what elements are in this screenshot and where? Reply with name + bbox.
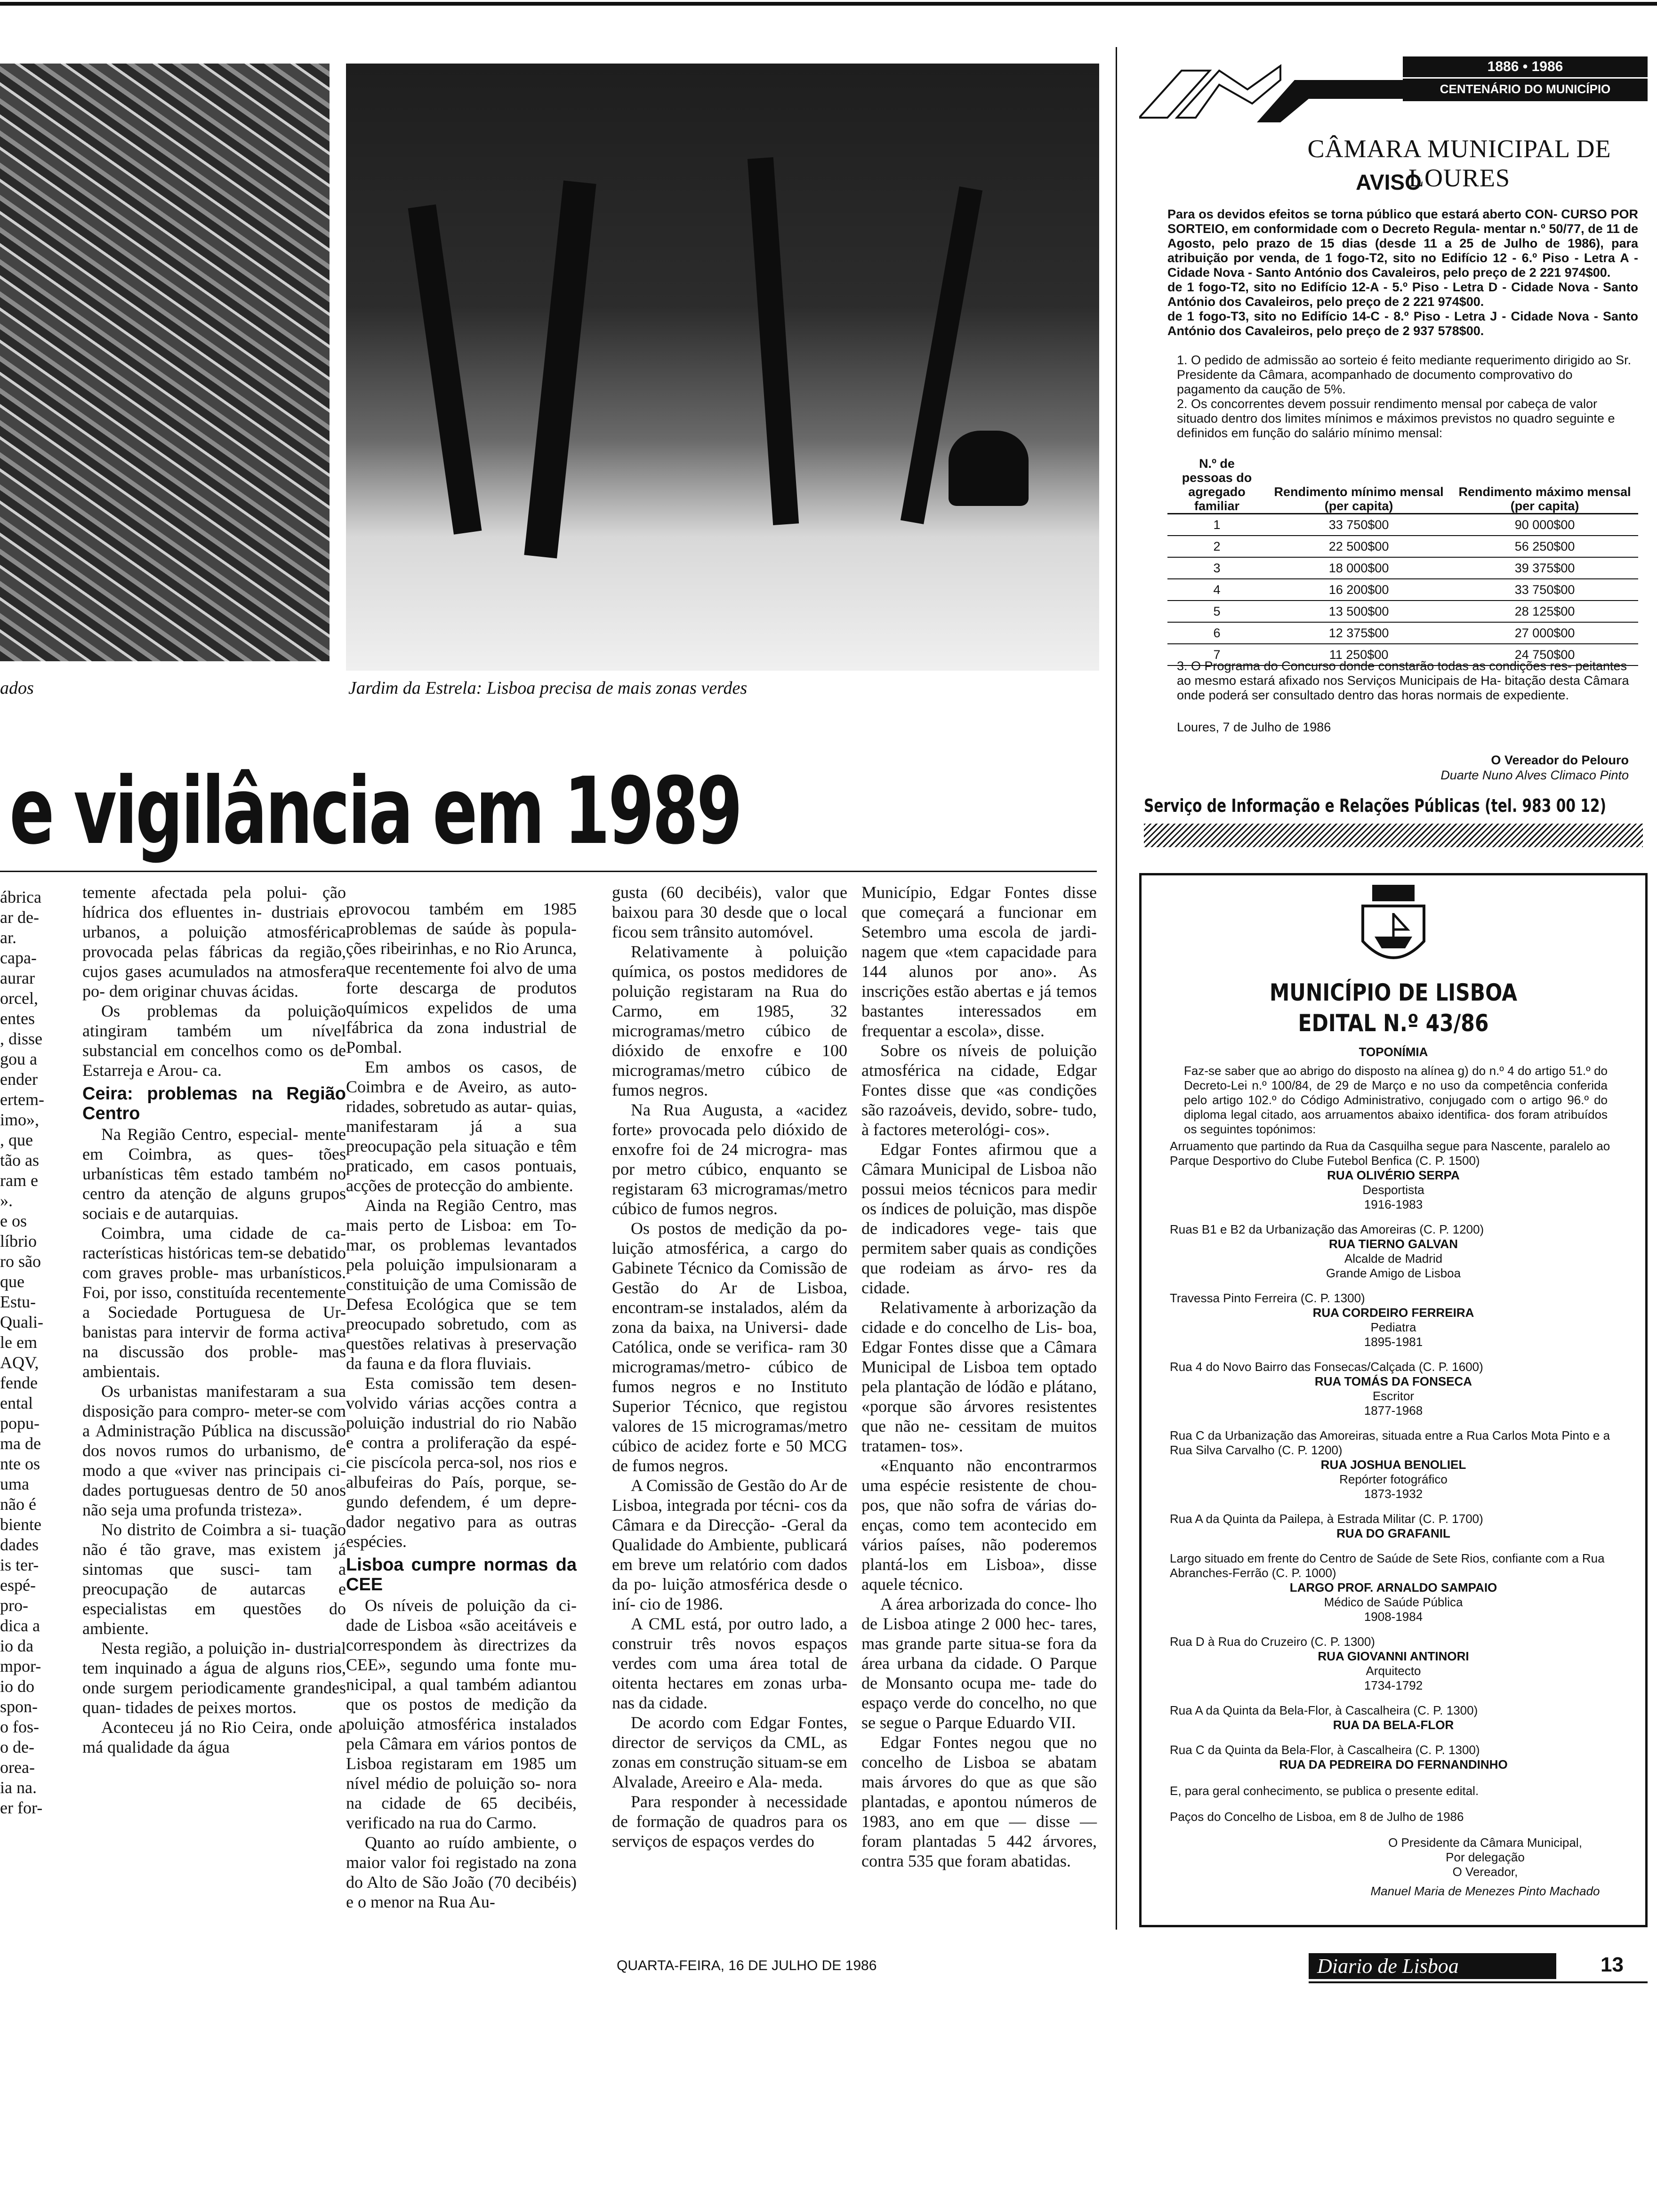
right-photo-caption: Jardim da Estrela: Lisboa precisa de mais zonas verdes	[348, 678, 748, 698]
sig-name: Manuel Maria de Menezes Pinto Machado	[1370, 1884, 1600, 1898]
table-row	[1167, 557, 1638, 579]
edital-intro: Faz-se saber que ao abrigo do disposto na alínea g) do n.º 4 do artigo 51.º do Decreto-Lei n.º 100/84, de 29 de Março e no uso da competência conferida pelo artigo 102.º do Código Administrativo, conjugado com o artigo 96.º do diploma legal citado, aos arruamentos abaixo identifica- dos foram atribuídos os seguintes topónimos:	[1184, 1064, 1608, 1136]
fragment-line: o fos-	[0, 1717, 39, 1736]
fragment-line: capa-	[0, 948, 37, 967]
table-header: N.º de pessoas do agregado familiar	[1167, 457, 1266, 514]
lisboa-title: MUNICÍPIO DE LISBOA	[1270, 979, 1517, 1006]
toponym-loc: Rua D à Rua do Cruzeiro (C. P. 1300)	[1170, 1635, 1375, 1649]
toponym-years: Grande Amigo de Lisboa	[1326, 1266, 1461, 1280]
toponym-name: RUA DO GRAFANIL	[1336, 1526, 1450, 1540]
fragment-line: orea-	[0, 1758, 35, 1777]
toponym-loc: Rua C da Urbanização das Amoreiras, situada entre a Rua Carlos Mota Pinto e a Rua Silva Carvalho (C. P. 1200)	[1170, 1428, 1610, 1457]
article-column-4	[861, 882, 1097, 1871]
table-cell: 18 000$00	[1266, 557, 1451, 579]
toponym-entry	[1170, 1635, 1617, 1693]
aviso-item-3: 3. O Programa do Concurso donde constarão todas as condições res- peitantes ao mesmo estará afixado nos Serviços Municipais de Ha- bitação desta Câmara onde poderá ser consultado dentro das horas normais de expediente.	[1177, 659, 1629, 702]
paragraph: Coimbra, uma cidade de ca- racterísticas históricas tem-se debatido com graves proble- mas urbanísticos. Foi, por isso, constituída recentemente a Sociedade Portuguesa de Ur- banistas para intervir de forma activa na discussão dos proble- mas ambientais.	[82, 1224, 346, 1381]
fragment-line: dica a	[0, 1616, 40, 1635]
fragment-line: pro-	[0, 1596, 28, 1615]
paragraph: Relativamente à poluição química, os postos medidores de poluição registaram na Rua do Carmo, em 1985, 32 microgramas/metro cúbico de dióxido de enxofre e 100 microgramas/metro cúbico de fumos negros.	[612, 942, 847, 1099]
edital-closing: E, para geral conhecimento, se publica o presente edital.	[1170, 1784, 1479, 1798]
fragment-line: AQV,	[0, 1353, 39, 1372]
fragment-line: ma de	[0, 1434, 41, 1453]
table-header: Rendimento máximo mensal (per capita)	[1451, 457, 1638, 514]
paragraph: Relativamente à arborização da cidade e do concelho de Lis- boa, Edgar Fontes disse que a Câmara Municipal de Lisboa tem optado pela plantação de lódão e plátano, «porque são árvores resistentes que não ne- cessitam de muitos tratamen- tos».	[861, 1298, 1097, 1455]
paragraph: Os urbanistas manifestaram a sua disposição para compro- meter-se com a Administração Pública na discussão dos novos rumos do urbanismo, de modo a que «viver nas principais ci- dades portuguesas dentro de 50 anos não seja uma profunda tristeza».	[82, 1382, 346, 1519]
table-cell: 22 500$00	[1266, 536, 1451, 557]
toponym-name: RUA TOMÁS DA FONSECA	[1314, 1374, 1472, 1388]
table-row	[1167, 622, 1638, 644]
page-number: 13	[1601, 1953, 1624, 1976]
paragraph: provocou também em 1985 problemas de saúde às popula- ções ribeirinhas, e no Rio Arunca, que recentemente foi alvo de uma forte descarga de produtos químicos expelidos de uma fábrica da zona industrial de Pombal.	[346, 899, 577, 1057]
fragment-line: ram e	[0, 1171, 38, 1190]
toponym-loc: Rua 4 do Novo Bairro das Fonsecas/Calçada (C. P. 1600)	[1170, 1360, 1483, 1374]
fragment-line: ».	[0, 1191, 13, 1210]
paragraph: Na Região Centro, especial- mente em Coimbra, as ques- tões urbanísticas têm estado também no centro da atenção de alguns grupos sociais e de autarquias.	[82, 1125, 346, 1223]
fragment-line: ia na.	[0, 1778, 37, 1797]
paragraph: Município, Edgar Fontes disse que começará a funcionar em Setembro uma escola de jardi- nagem que «tem capacidade para 144 alunos por ano». As inscrições estão abertas e já temos bastantes interessados em frequentar a escola», disse.	[861, 883, 1097, 1040]
fragment-line: ender	[0, 1070, 38, 1089]
fragment-line: líbrio	[0, 1232, 37, 1250]
table-cell: 39 375$00	[1451, 557, 1638, 579]
column-divider	[1116, 47, 1117, 1930]
paragraph: Os postos de medição da po- luição atmosférica, a cargo do Gabinete Técnico da Comissão de Gestão do Ar de Lisboa, encontram-se instalados, além da zona da baixa, na Universi- dade Católica, onde se verifica- ram 30 microgramas/metro- cúbico de fumos negros e no Instituto Superior Técnico, que registou valores de 15 microgramas/metro cúbico de acidez forte e 50 MCG de fumos negros.	[612, 1219, 847, 1475]
masthead-diario-de-lisboa: Diario de Lisboa	[1309, 1953, 1556, 1979]
toponym-name: RUA DA PEDREIRA DO FERNANDINHO	[1279, 1757, 1508, 1771]
toponym-entry	[1170, 1291, 1617, 1349]
fragment-line: dades	[0, 1535, 39, 1554]
fragment-line: não é	[0, 1495, 36, 1514]
hatch-band	[1144, 824, 1643, 847]
table-cell: 4	[1167, 579, 1266, 601]
fragment-line: popu-	[0, 1414, 40, 1433]
fragment-line: io do	[0, 1677, 35, 1696]
table-cell: 1	[1167, 514, 1266, 536]
article-column-1	[82, 882, 346, 1757]
table-cell: 3	[1167, 557, 1266, 579]
toponym-years: 1734-1792	[1364, 1678, 1423, 1692]
fragment-line: ar de-	[0, 908, 39, 927]
toponym-years: 1895-1981	[1364, 1335, 1423, 1349]
table-cell: 90 000$00	[1451, 514, 1638, 536]
sig-line: Por delegação	[1446, 1850, 1525, 1864]
paragraph: A CML está, por outro lado, a construir três novos espaços verdes com uma área total de oitenta hectares em zonas urba- nas da cidade.	[612, 1614, 847, 1712]
paragraph: Nesta região, a poluição in- dustrial tem inquinado a água de alguns rios, onde surgem periodicamente grandes quan- tidades de peixes mortos.	[82, 1639, 346, 1717]
fragment-line: ro são	[0, 1252, 41, 1271]
table-header: Rendimento mínimo mensal (per capita)	[1266, 457, 1451, 514]
paragraph: A Comissão de Gestão do Ar de Lisboa, integrada por técni- cos da Câmara e da Direcção- -Geral da Qualidade do Ambiente, publicará em breve um relatório com dados da po- luição atmosférica desde o iní- cio de 1986.	[612, 1476, 847, 1613]
headline: e vigilância em 1989	[9, 758, 741, 865]
toponym-name: RUA CORDEIRO FERREIRA	[1312, 1306, 1474, 1320]
fragment-line: Quali-	[0, 1313, 43, 1331]
toponym-loc: Rua A da Quinta da Pailepa, à Estrada Militar (C. P. 1700)	[1170, 1512, 1483, 1526]
toponym-entry	[1170, 1743, 1617, 1772]
toponym-name: RUA OLIVÉRIO SERPA	[1327, 1168, 1460, 1182]
toponym-name: LARGO PROF. ARNALDO SAMPAIO	[1289, 1580, 1497, 1595]
servico-informacao: Serviço de Informação e Relações Públicas (tel. 983 00 12)	[1144, 795, 1607, 816]
toponym-desc: Escritor	[1372, 1389, 1415, 1403]
headline-rule	[0, 871, 1097, 872]
paragraph: Edgar Fontes afirmou que a Câmara Municipal de Lisboa não possui meios técnicos para medir os índices de poluição, mas dispõe de indicadores vege- tais que permitem saber quais as condições que rodeiam as árvo- res da cidade.	[861, 1140, 1097, 1297]
table-cell: 6	[1167, 622, 1266, 644]
loures-logo-icon	[1139, 61, 1403, 127]
subheading-lisboa-cee: Lisboa cumpre normas da CEE	[346, 1555, 577, 1595]
subheading-ceira: Ceira: problemas na Região Centro	[82, 1084, 346, 1123]
fragment-line: espé-	[0, 1576, 36, 1595]
toponym-name: RUA DA BELA-FLOR	[1333, 1718, 1454, 1732]
aviso-item-2: 2. Os concorrentes devem possuir rendimento mensal por cabeça de valor situado dentro dos limites mínimos e máximos previstos no quadro seguinte e definidos em função do salário mínimo mensal:	[1177, 397, 1615, 440]
table-cell: 5	[1167, 601, 1266, 622]
toponym-desc: Arquitecto	[1366, 1664, 1421, 1678]
fragment-line: ertem-	[0, 1090, 44, 1109]
paragraph: Esta comissão tem desen- volvido várias acções contra a poluição industrial do rio Nabão e contra a proliferação da espé- cie piscícola perca-sol, nos rios e albufeiras do País, porque, se- gundo defendem, é um depre- dador negativo para as outras espécies.	[346, 1374, 577, 1551]
table-cell: 7	[1167, 644, 1266, 665]
table-cell: 28 125$00	[1451, 601, 1638, 622]
fragment-line: uma	[0, 1475, 29, 1493]
toponym-entry	[1170, 1428, 1617, 1501]
loures-aviso-ad	[1130, 52, 1648, 824]
sig-line: O Vereador,	[1452, 1865, 1518, 1879]
paragraph: Os níveis de poluição da ci- dade de Lisboa «são aceitáveis e correspondem às directrizes da CEE», segundo uma fonte mu- nicipal, a qual também adiantou que os postos de medição da poluição atmosférica instalados pela Câmara em vários pontos de Lisboa registaram em 1985 um nível médio de poluição so- nora na cidade de 65 decibéis, verificado na rua do Carmo.	[346, 1596, 577, 1832]
fragment-line: tão as	[0, 1151, 39, 1170]
loures-logo-band	[1130, 52, 1648, 132]
toponym-loc: Ruas B1 e B2 da Urbanização das Amoreiras (C. P. 1200)	[1170, 1222, 1484, 1236]
article-column-2	[346, 899, 577, 1912]
fragment-line: ar.	[0, 928, 16, 947]
fragment-line: biente	[0, 1515, 41, 1534]
fragment-line: ental	[0, 1394, 33, 1412]
toponym-years: 1877-1968	[1364, 1403, 1423, 1418]
aviso-intro-text: Para os devidos efeitos se torna público que estará aberto CON- CURSO POR SORTEIO, em conformidade com o Decreto Regula- mentar n.º 50/77, de 11 de Agosto, pelo prazo de 15 dias (desde 11 a 25 de Julho de 1986), para atribuição por venda, de 1 fogo-T2, sito no Edifício 12 - 6.º Piso - Letra A - Cidade Nova - Santo António dos Cavaleiros, pelo preço de 2 221 974$00.	[1167, 207, 1638, 280]
table-cell: 16 200$00	[1266, 579, 1451, 601]
aviso-line-2: de 1 fogo-T2, sito no Edifício 12-A - 5.º Piso - Letra D - Cidade Nova - Santo António dos Cavaleiros, pelo preço de 2 221 974$00.	[1167, 280, 1638, 309]
fragment-line: imo»,	[0, 1110, 40, 1129]
top-rule	[0, 2, 1657, 6]
fragment-line: le em	[0, 1333, 37, 1352]
paragraph: No distrito de Coimbra a si- tuação não é tão grave, mas existem já sintomas que susci- tam a preocupação de autarcas e especialistas em questões do ambiente.	[82, 1520, 346, 1638]
table-row	[1167, 536, 1638, 557]
table-cell: 2	[1167, 536, 1266, 557]
fragment-line: entes	[0, 1009, 35, 1028]
edital-date: Paços do Concelho de Lisboa, em 8 de Julho de 1986	[1170, 1810, 1464, 1824]
toponym-entry	[1170, 1222, 1617, 1281]
fragment-line: que	[0, 1272, 24, 1291]
fragment-line: nte os	[0, 1454, 40, 1473]
table-cell: 33 750$00	[1451, 579, 1638, 601]
toponimia-label: TOPONÍMIA	[1359, 1045, 1428, 1059]
toponym-list	[1170, 1139, 1617, 1782]
paragraph: Quanto ao ruído ambiente, o maior valor foi registado na zona do Alto de São João (70 decibéis) e o menor na Rua Au-	[346, 1833, 577, 1911]
table-cell: 56 250$00	[1451, 536, 1638, 557]
fragment-line: io da	[0, 1636, 33, 1655]
aviso-items	[1177, 353, 1638, 441]
toponym-desc: Desportista	[1362, 1183, 1424, 1197]
aviso-signer-title: O Vereador do Pelouro	[1491, 753, 1629, 767]
lisboa-edital-ad	[1139, 873, 1648, 1927]
toponym-desc: Pediatra	[1370, 1320, 1416, 1334]
aviso-intro	[1167, 207, 1638, 338]
toponym-name: RUA GIOVANNI ANTINORI	[1318, 1649, 1469, 1663]
fragment-line: fende	[0, 1373, 38, 1392]
loures-council-title: CÂMARA MUNICIPAL DE LOURES	[1307, 135, 1611, 192]
centenary-label: CENTENÁRIO DO MUNICÍPIO	[1403, 77, 1648, 99]
centenary-years: 1886 • 1986	[1487, 59, 1563, 74]
photo-jardim-da-estrela	[346, 64, 1099, 671]
table-cell: 27 000$00	[1451, 622, 1638, 644]
aviso-signer-name: Duarte Nuno Alves Climaco Pinto	[1440, 768, 1629, 782]
article-column-3	[612, 882, 847, 1851]
table-cell: 33 750$00	[1266, 514, 1451, 536]
fragment-line: e os	[0, 1211, 27, 1230]
toponym-years: 1908-1984	[1364, 1610, 1423, 1624]
fragment-line: orcel,	[0, 989, 38, 1008]
paragraph: temente afectada pela polui- ção hídrica dos efluentes in- dustriais e urbanos, a poluição atmosférica provocada pelas fábricas da região, cujos gases acumulados na atmosfera po- dem originar chuvas ácidas.	[82, 883, 346, 1001]
sig-line: O Presidente da Câmara Municipal,	[1388, 1835, 1582, 1850]
table-cell: 12 375$00	[1266, 622, 1451, 644]
fragment-line: o de-	[0, 1738, 34, 1756]
toponym-loc: Rua C da Quinta da Bela-Flor, à Cascalheira (C. P. 1300)	[1170, 1743, 1480, 1757]
toponym-loc: Travessa Pinto Ferreira (C. P. 1300)	[1170, 1291, 1365, 1305]
fragment-line: is ter-	[0, 1555, 39, 1574]
toponym-name: RUA JOSHUA BENOLIEL	[1320, 1458, 1466, 1472]
paragraph: De acordo com Edgar Fontes, director de serviços da CML, as zonas em construção situam-se em Alvalade, Areeiro e Ala- meda.	[612, 1713, 847, 1791]
toponym-entry	[1170, 1139, 1617, 1212]
aviso-date: Loures, 7 de Julho de 1986	[1177, 720, 1331, 734]
paragraph: Os problemas da poluição atingiram também um nível substancial em concelhos como os de Estarreja e Arou- ca.	[82, 1002, 346, 1080]
toponym-loc: Largo situado em frente do Centro de Saúde de Sete Rios, confiante com a Rua Abranches-Ferrão (C. P. 1000)	[1170, 1551, 1605, 1580]
toponym-loc: Rua A da Quinta da Bela-Flor, à Cascalheira (C. P. 1300)	[1170, 1703, 1478, 1717]
fragment-line: , que	[0, 1130, 33, 1149]
paragraph: Em ambos os casos, de Coimbra e de Aveiro, as auto- ridades, sobretudo as autar- quias, manifestaram já a sua preocupação pela situação e têm praticado, em casos pontuais, acções de protecção do ambiente.	[346, 1058, 577, 1195]
toponym-years: 1916-1983	[1364, 1197, 1423, 1211]
aviso-title: AVISO	[1356, 170, 1422, 194]
left-photo-caption: ados	[0, 678, 34, 698]
toponym-name: RUA TIERNO GALVAN	[1329, 1237, 1458, 1251]
toponym-years: 1873-1932	[1364, 1487, 1423, 1501]
aviso-item-1: 1. O pedido de admissão ao sorteio é feito mediante requerimento dirigido ao Sr. Presidente da Câmara, acompanhado de documento comprovativo do pagamento da caução de 5%.	[1177, 353, 1632, 396]
table-row	[1167, 514, 1638, 536]
toponym-entry	[1170, 1360, 1617, 1418]
paragraph: Sobre os níveis de poluição atmosférica na cidade, Edgar Fontes disse que «as condições são razoáveis, devido, sobre- tudo, à factores meterológi- cos».	[861, 1041, 1097, 1139]
toponym-entry	[1170, 1512, 1617, 1541]
toponym-desc: Repórter fotográfico	[1339, 1472, 1448, 1486]
rendimento-table	[1167, 457, 1638, 666]
fragment-line: Estu-	[0, 1292, 36, 1311]
table-cell: 24 750$00	[1451, 644, 1638, 665]
paragraph: Ainda na Região Centro, mas mais perto de Lisboa: em To- mar, os problemas levantados pela poluição impulsionaram a constituição de uma Comissão de Defesa Ecológica que se tem preocupado sobretudo, com as questões relativas à preservação da fauna e da flora fluviais.	[346, 1196, 577, 1373]
paragraph: Na Rua Augusta, a «acidez forte» provocada pelo dióxido de enxofre foi de 24 microgra- mas por metro cúbico, enquanto se registaram 63 microgramas/metro cúbico de fumos negros.	[612, 1100, 847, 1218]
toponym-entry	[1170, 1703, 1617, 1732]
centenary-banner	[1403, 56, 1648, 101]
edital-signature	[1353, 1835, 1617, 1899]
fragment-line: ábrica	[0, 888, 41, 906]
toponym-entry	[1170, 1551, 1617, 1624]
paragraph: A área arborizada do conce- lho de Lisboa atinge 2 000 hec- tares, mas grande parte situa-se fora da área urbana da cidade. O Parque de Monsanto ocupa me- tade do espaço verde do concelho, no que se segue o Parque Eduardo VII.	[861, 1595, 1097, 1732]
fragment-line: mpor-	[0, 1657, 41, 1675]
table-cell: 11 250$00	[1266, 644, 1451, 665]
table-cell: 13 500$00	[1266, 601, 1451, 622]
fragment-line: spon-	[0, 1697, 38, 1716]
paragraph: Para responder à necessidade de formação de quadros para os serviços de espaços verdes do	[612, 1792, 847, 1851]
toponym-loc: Arruamento que partindo da Rua da Casquilha segue para Nascente, paralelo ao Parque Desportivo do Clube Futebol Benfica (C. P. 1500)	[1170, 1139, 1610, 1168]
table-row	[1167, 601, 1638, 622]
aviso-line-3: de 1 fogo-T3, sito no Edifício 14-C - 8.º Piso - Letra J - Cidade Nova - Santo António dos Cavaleiros, pelo preço de 2 937 578$00.	[1167, 309, 1638, 338]
toponym-desc: Médico de Saúde Pública	[1324, 1595, 1463, 1609]
left-column-fragments	[0, 887, 66, 1818]
paragraph: «Enquanto não encontrarmos uma espécie resistente de chou- pos, que não sofra de várias do- enças, como tem acontecido em vários países, não poderemos plantá-los em Lisboa», disse aquele técnico.	[861, 1456, 1097, 1594]
fragment-line: aurar	[0, 969, 35, 987]
footer-rule	[1309, 1981, 1648, 1983]
fragment-line: er for-	[0, 1798, 43, 1817]
paragraph: Edgar Fontes negou que no concelho de Lisboa se abatam mais árvores do que as que são plantadas, e apontou números de 1983, ano em que — disse — foram plantadas 5 442 árvores, contra 535 que foram abatidas.	[861, 1733, 1097, 1870]
paragraph: Aconteceu já no Rio Ceira, onde a má qualidade da água	[82, 1718, 346, 1756]
paragraph: gusta (60 decibéis), valor que baixou para 30 desde que o local ficou sem trânsito automóvel.	[612, 883, 847, 941]
fragment-line: , disse	[0, 1029, 42, 1048]
photo-debris	[0, 64, 330, 661]
table-row	[1167, 579, 1638, 601]
footer-date: QUARTA-FEIRA, 16 DE JULHO DE 1986	[617, 1958, 877, 1973]
fragment-line: gou a	[0, 1050, 37, 1068]
edital-number: EDITAL N.º 43/86	[1298, 1010, 1489, 1037]
toponym-desc: Alcalde de Madrid	[1344, 1251, 1443, 1266]
lisboa-coat-of-arms-icon	[1353, 885, 1433, 974]
